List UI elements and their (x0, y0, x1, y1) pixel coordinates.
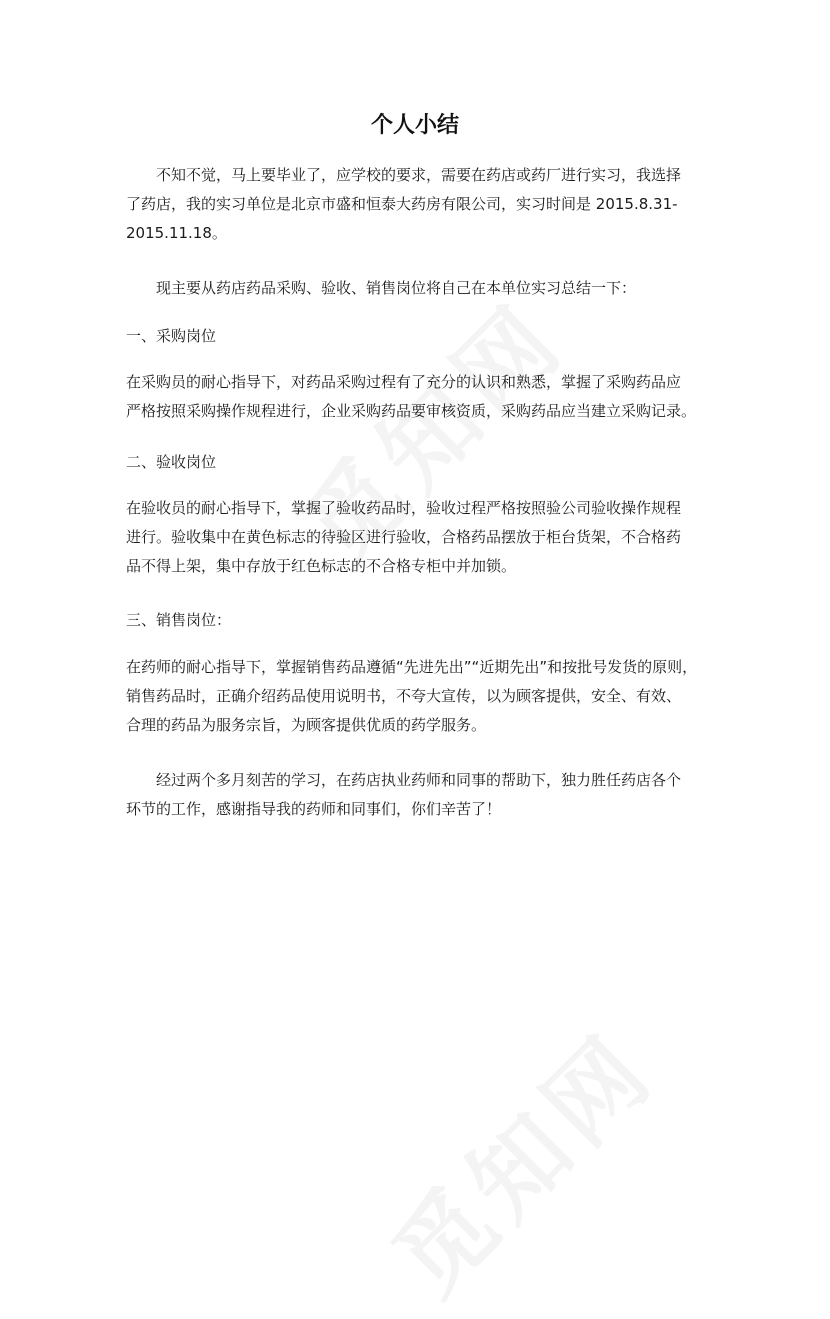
text-line: 严格按照采购操作规程进行，企业采购药品要审核资质，采购药品应当建立采购记录。 (126, 402, 697, 420)
intro-paragraph-cont (126, 190, 706, 248)
section-body-sales (126, 653, 706, 740)
text-line: 环节的工作，感谢指导我的药师和同事们，你们辛苦了！ (126, 800, 502, 818)
text-line: 在验收员的耐心指导下，掌握了验收药品时，验收过程严格按照验公司验收操作规程 (126, 499, 682, 517)
text-line: 现主要从药店药品采购、验收、销售岗位将自己在本单位实习总结一下： (156, 279, 637, 297)
text-line: 不知不觉，马上要毕业了，应学校的要求，需要在药店或药厂进行实习，我选择 (156, 166, 682, 184)
page-title: 个人小结 (370, 113, 459, 138)
closing-paragraph-cont (126, 795, 706, 824)
text-line: 在采购员的耐心指导下，对药品采购过程有了充分的认识和熟悉，掌握了采购药品应 (126, 373, 682, 391)
text-line: 品不得上架，集中存放于红色标志的不合格专柜中并加锁。 (126, 557, 517, 575)
text-line: 在药师的耐心指导下，掌握销售药品遵循“先进先出”“近期先出”和按批号发货的原则， (126, 658, 698, 676)
closing-paragraph (126, 766, 706, 795)
text-line: 经过两个多月刻苦的学习，在药店执业药师和同事的帮助下，独力胜任药店各个 (156, 771, 682, 789)
section-body-purchasing (126, 368, 706, 426)
section-body-receiving (126, 494, 706, 581)
section-heading-purchasing: 一、采购岗位 (126, 327, 217, 345)
intro-paragraph (126, 161, 706, 190)
text-line: 了药店，我的实习单位是北京市盛和恒泰大药房有限公司，实习时间是 2015.8.31- (126, 195, 678, 213)
overview-paragraph (126, 274, 706, 303)
text-line: 2015.11.18。 (126, 224, 227, 242)
section-heading-receiving: 二、验收岗位 (126, 453, 217, 471)
text-line: 合理的药品为服务宗旨，为顾客提供优质的药学服务。 (126, 716, 487, 734)
watermark (358, 998, 680, 1319)
text-line: 进行。验收集中在黄色标志的待验区进行验收，合格药品摆放于柜台货架，不合格药 (126, 528, 682, 546)
section-heading-sales: 三、销售岗位： (126, 611, 232, 629)
text-line: 销售药品时，正确介绍药品使用说明书，不夸大宣传，以为顾客提供，安全、有效、 (126, 687, 682, 705)
